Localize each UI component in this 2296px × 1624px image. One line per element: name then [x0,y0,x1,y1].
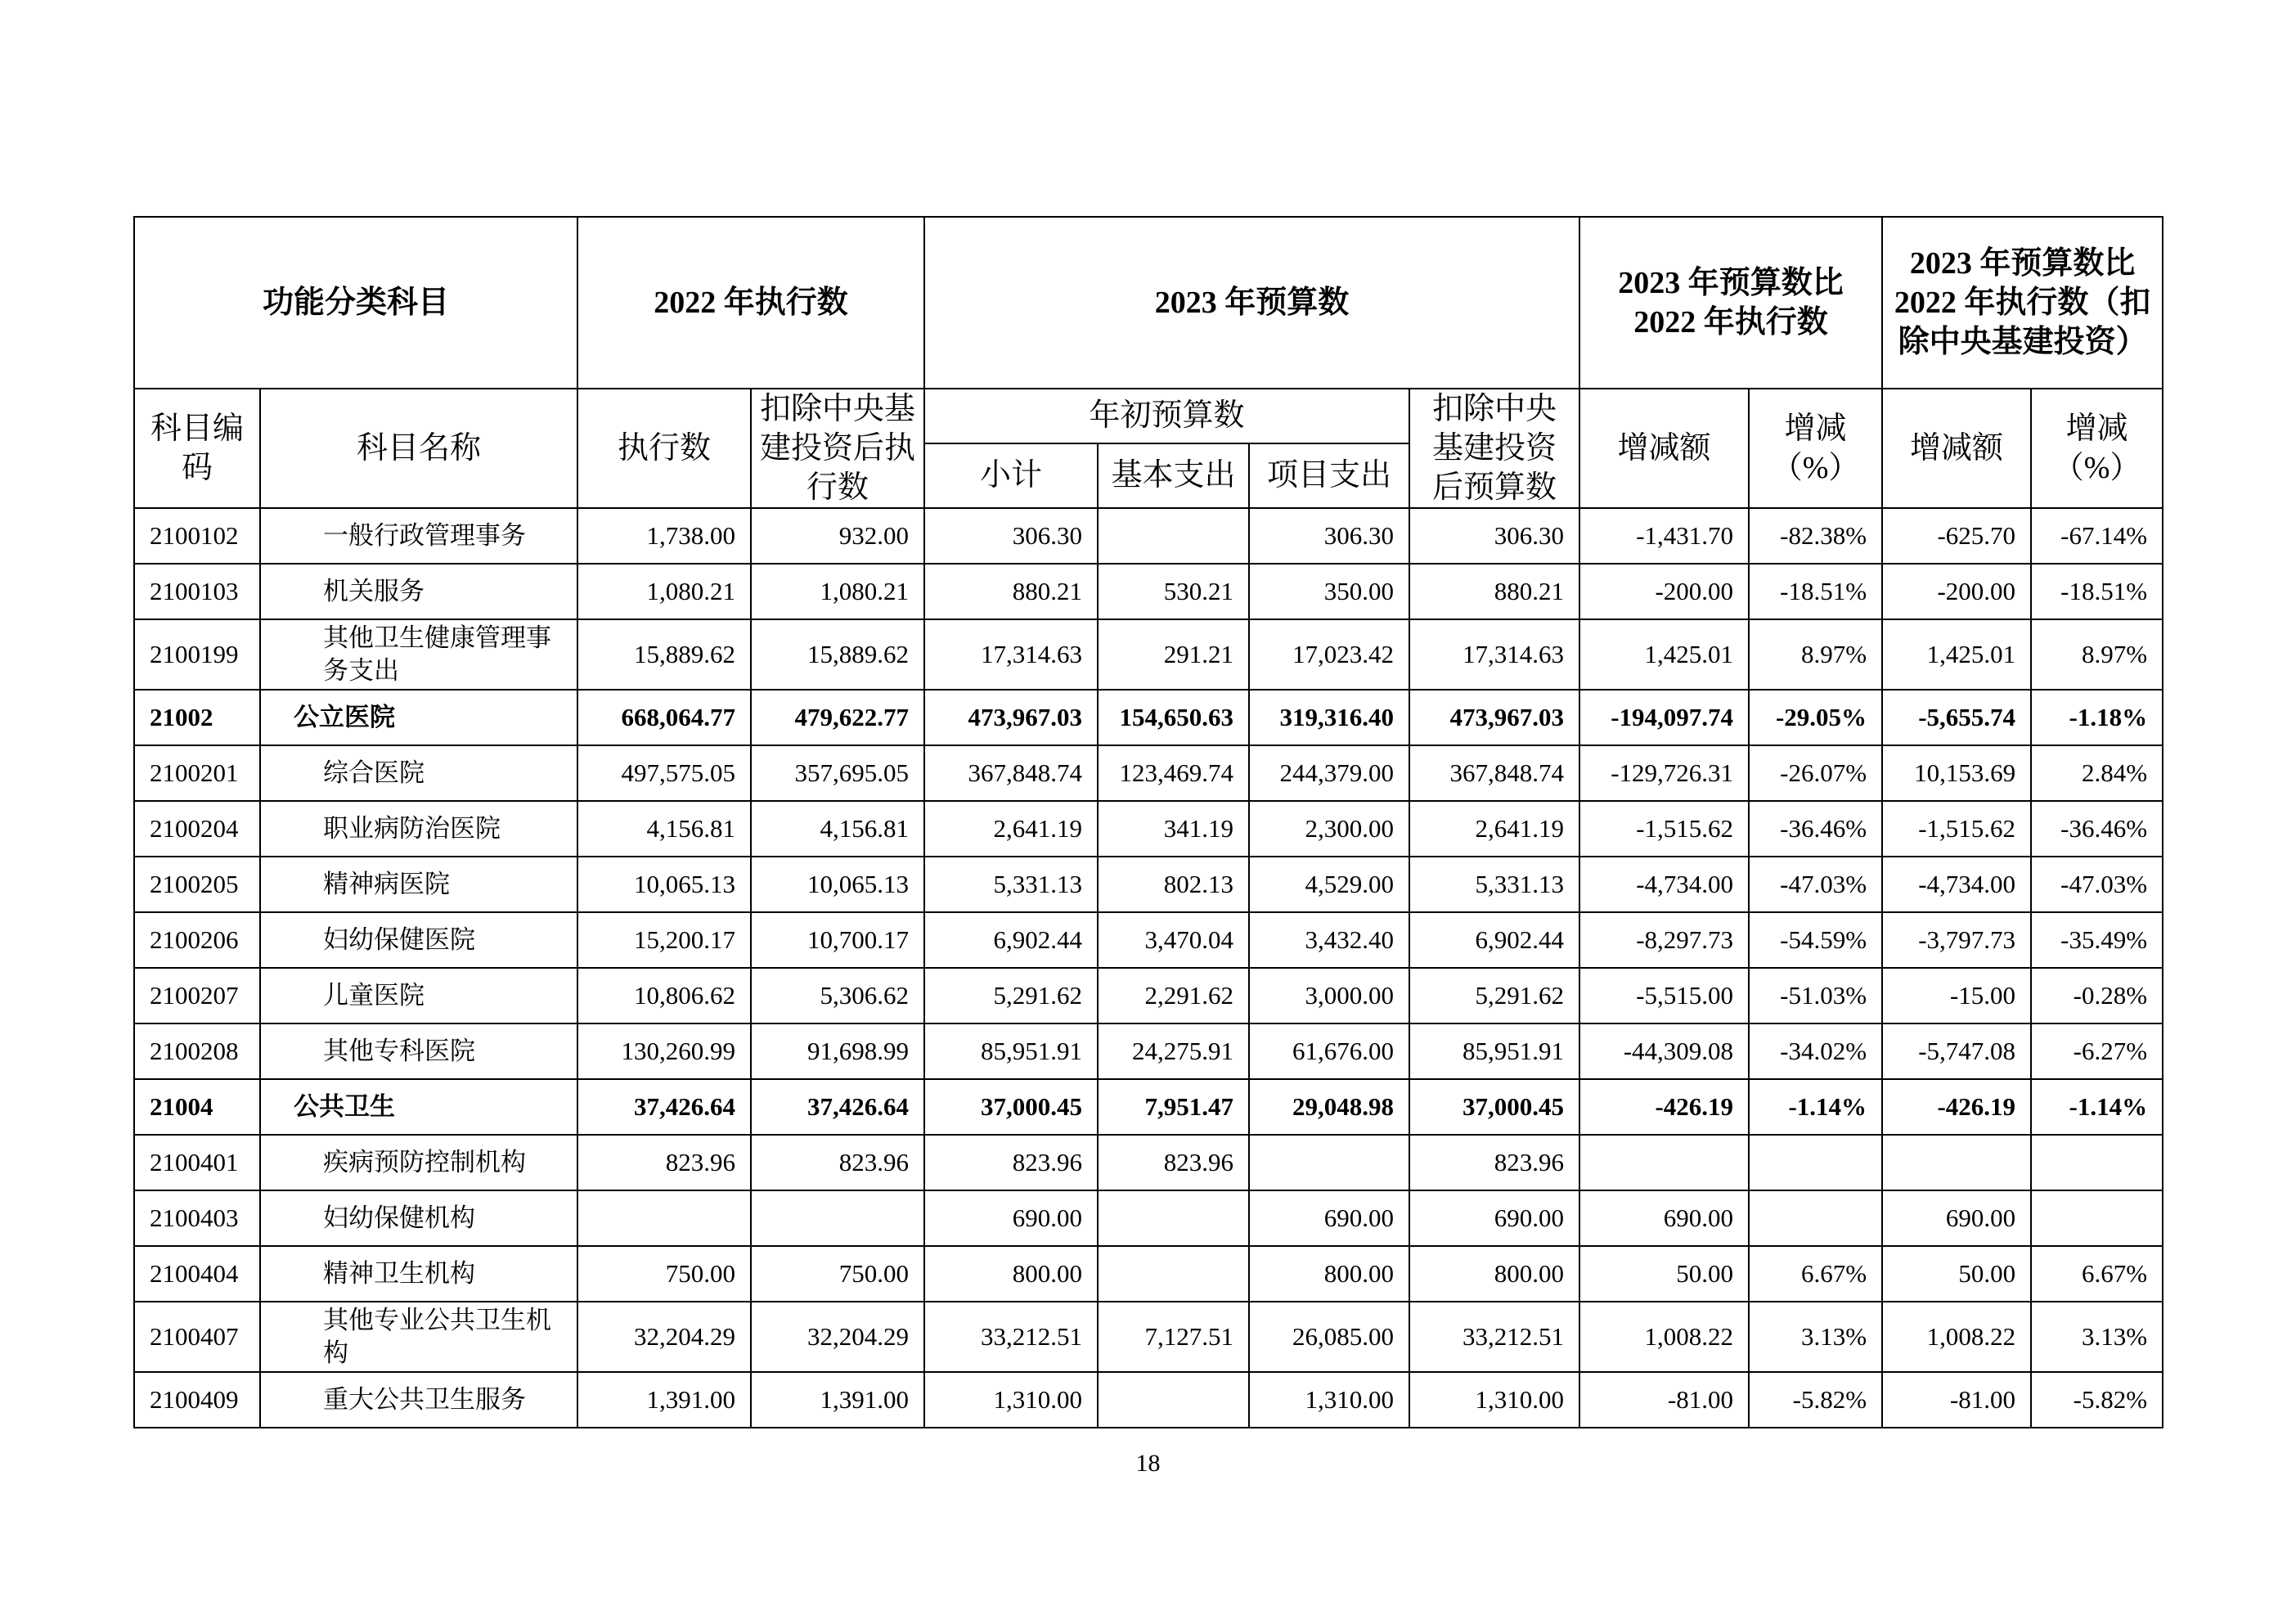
row-value: -67.14% [2031,508,2163,564]
row-value: 6,902.44 [1409,912,1579,968]
row-value: 530.21 [1098,564,1249,619]
row-value: 750.00 [751,1246,924,1302]
header-change-pct-2: 增减（%） [2031,389,2163,508]
row-value: 10,153.69 [1882,745,2031,801]
row-value: 367,848.74 [924,745,1098,801]
header-category: 功能分类科目 [134,217,577,389]
header-exec-2022: 2022 年执行数 [577,217,924,389]
row-value: 291.21 [1098,619,1249,690]
table-row [134,690,2163,745]
row-value: 4,156.81 [751,801,924,857]
row-code: 2100403 [134,1190,260,1246]
row-value: -625.70 [1882,508,2031,564]
table-row [134,857,2163,912]
row-value: 8.97% [1749,619,1882,690]
row-value: -1,515.62 [1579,801,1749,857]
row-name: 妇幼保健机构 [260,1190,577,1246]
row-value: 668,064.77 [577,690,751,745]
row-code: 2100103 [134,564,260,619]
row-value: 29,048.98 [1249,1079,1409,1135]
row-value: 473,967.03 [1409,690,1579,745]
row-value [1749,1135,1882,1190]
row-value: 61,676.00 [1249,1023,1409,1079]
row-value: -5.82% [1749,1372,1882,1428]
row-value: 26,085.00 [1249,1302,1409,1372]
row-value: 932.00 [751,508,924,564]
row-value: -44,309.08 [1579,1023,1749,1079]
header-budget-2023: 2023 年预算数 [924,217,1579,389]
row-value: -0.28% [2031,968,2163,1023]
row-name: 机关服务 [260,564,577,619]
row-value: 823.96 [1409,1135,1579,1190]
row-code: 21002 [134,690,260,745]
row-value: 800.00 [1249,1246,1409,1302]
row-value: -1.14% [2031,1079,2163,1135]
header-code: 科目编码 [134,389,260,508]
row-name: 精神卫生机构 [260,1246,577,1302]
row-value: 5,291.62 [1409,968,1579,1023]
row-value: 10,065.13 [751,857,924,912]
row-name: 公共卫生 [260,1079,577,1135]
row-value: 880.21 [1409,564,1579,619]
row-value: 85,951.91 [924,1023,1098,1079]
table-row [134,745,2163,801]
row-value: -426.19 [1882,1079,2031,1135]
row-value: 1,425.01 [1882,619,2031,690]
row-value: 1,080.21 [577,564,751,619]
row-value: 3.13% [2031,1302,2163,1372]
row-value: 4,156.81 [577,801,751,857]
row-value: 350.00 [1249,564,1409,619]
row-value: -29.05% [1749,690,1882,745]
row-value: 154,650.63 [1098,690,1249,745]
header-change-amount-2: 增减额 [1882,389,2031,508]
row-value: 319,316.40 [1249,690,1409,745]
row-value: -34.02% [1749,1023,1882,1079]
row-code: 2100199 [134,619,260,690]
row-value: 473,967.03 [924,690,1098,745]
row-value: 5,331.13 [1409,857,1579,912]
page-number: 18 [1135,1450,1161,1477]
row-value: -36.46% [2031,801,2163,857]
header-project: 项目支出 [1249,443,1409,508]
row-value: 823.96 [1098,1135,1249,1190]
row-value: 17,314.63 [924,619,1098,690]
header-exec-excluding: 扣除中央基建投资后执行数 [751,389,924,508]
row-value: -18.51% [2031,564,2163,619]
row-value: 1,310.00 [1249,1372,1409,1428]
row-code: 2100102 [134,508,260,564]
row-value: 3,470.04 [1098,912,1249,968]
row-value [2031,1135,2163,1190]
row-value: 306.30 [1249,508,1409,564]
row-value: -81.00 [1579,1372,1749,1428]
row-name: 妇幼保健医院 [260,912,577,968]
row-value: 7,951.47 [1098,1079,1249,1135]
row-value: 1,425.01 [1579,619,1749,690]
table-row [134,564,2163,619]
row-code: 2100206 [134,912,260,968]
row-value: -1,515.62 [1882,801,2031,857]
row-value: -200.00 [1882,564,2031,619]
row-value: 1,008.22 [1882,1302,2031,1372]
row-value: 341.19 [1098,801,1249,857]
row-value: -5,747.08 [1882,1023,2031,1079]
table-row [134,1135,2163,1190]
header-change-amount: 增减额 [1579,389,1749,508]
row-name: 职业病防治医院 [260,801,577,857]
row-value: 306.30 [1409,508,1579,564]
table-row [134,968,2163,1023]
header-compare: 2023 年预算数比 2022 年执行数 [1579,217,1882,389]
table-row [134,619,2163,690]
table-row [134,912,2163,968]
row-value: 3,000.00 [1249,968,1409,1023]
row-value: 37,426.64 [577,1079,751,1135]
row-value: 32,204.29 [577,1302,751,1372]
row-code: 2100404 [134,1246,260,1302]
row-value: 91,698.99 [751,1023,924,1079]
row-name: 综合医院 [260,745,577,801]
row-value: 37,000.45 [1409,1079,1579,1135]
row-value: 17,023.42 [1249,619,1409,690]
row-value: 5,291.62 [924,968,1098,1023]
header-row-2 [134,389,2163,443]
row-value: -1.14% [1749,1079,1882,1135]
row-value: 690.00 [1409,1190,1579,1246]
row-value: 1,738.00 [577,508,751,564]
row-code: 2100205 [134,857,260,912]
row-value: -81.00 [1882,1372,2031,1428]
row-value: -426.19 [1579,1079,1749,1135]
row-value: 3,432.40 [1249,912,1409,968]
header-exec: 执行数 [577,389,751,508]
row-name: 其他卫生健康管理事务支出 [260,619,577,690]
header-budget-excluding: 扣除中央基建投资后预算数 [1409,389,1579,508]
row-value: 50.00 [1579,1246,1749,1302]
row-value: 10,806.62 [577,968,751,1023]
header-change-pct: 增减（%） [1749,389,1882,508]
row-value: 5,306.62 [751,968,924,1023]
row-name: 其他专业公共卫生机构 [260,1302,577,1372]
row-value [751,1190,924,1246]
row-value: -4,734.00 [1882,857,2031,912]
row-value: 2.84% [2031,745,2163,801]
row-value: 15,200.17 [577,912,751,968]
row-value: 15,889.62 [751,619,924,690]
row-name: 公立医院 [260,690,577,745]
row-value [1098,508,1249,564]
table-row [134,1190,2163,1246]
row-value: 823.96 [924,1135,1098,1190]
row-value [1579,1135,1749,1190]
row-value: 2,300.00 [1249,801,1409,857]
row-value: 357,695.05 [751,745,924,801]
row-value: -129,726.31 [1579,745,1749,801]
row-value: 800.00 [1409,1246,1579,1302]
row-value: 37,426.64 [751,1079,924,1135]
row-value: 1,310.00 [1409,1372,1579,1428]
row-value: 690.00 [1249,1190,1409,1246]
row-code: 2100201 [134,745,260,801]
row-value [1098,1372,1249,1428]
row-code: 2100407 [134,1302,260,1372]
row-value: 24,275.91 [1098,1023,1249,1079]
header-name: 科目名称 [260,389,577,508]
row-name: 精神病医院 [260,857,577,912]
row-value: 123,469.74 [1098,745,1249,801]
table-row [134,508,2163,564]
row-value: 497,575.05 [577,745,751,801]
row-code: 2100401 [134,1135,260,1190]
row-value: 690.00 [924,1190,1098,1246]
row-value: 4,529.00 [1249,857,1409,912]
row-value: -36.46% [1749,801,1882,857]
row-value: 479,622.77 [751,690,924,745]
row-value [1882,1135,2031,1190]
row-value [577,1190,751,1246]
row-value: 7,127.51 [1098,1302,1249,1372]
row-value: 750.00 [577,1246,751,1302]
header-compare-excluding: 2023 年预算数比 2022 年执行数（扣除中央基建投资） [1882,217,2163,389]
row-value: -1.18% [2031,690,2163,745]
header-subtotal: 小计 [924,443,1098,508]
row-value: -51.03% [1749,968,1882,1023]
row-value: 306.30 [924,508,1098,564]
row-value: 5,331.13 [924,857,1098,912]
row-value [1098,1190,1249,1246]
row-value: -3,797.73 [1882,912,2031,968]
row-value: -6.27% [2031,1023,2163,1079]
row-value [1749,1190,1882,1246]
row-value: 10,065.13 [577,857,751,912]
row-value: -18.51% [1749,564,1882,619]
row-code: 21004 [134,1079,260,1135]
table-row [134,1246,2163,1302]
row-value: 244,379.00 [1249,745,1409,801]
row-value: 130,260.99 [577,1023,751,1079]
row-value: 823.96 [751,1135,924,1190]
row-value: -54.59% [1749,912,1882,968]
row-value: 2,641.19 [1409,801,1579,857]
row-name: 重大公共卫生服务 [260,1372,577,1428]
row-name: 一般行政管理事务 [260,508,577,564]
row-value: 3.13% [1749,1302,1882,1372]
row-value: -200.00 [1579,564,1749,619]
row-value: 6,902.44 [924,912,1098,968]
table-row [134,1023,2163,1079]
row-name: 疾病预防控制机构 [260,1135,577,1190]
row-value: 1,391.00 [577,1372,751,1428]
row-value: 800.00 [924,1246,1098,1302]
row-value: 33,212.51 [1409,1302,1579,1372]
row-value: 17,314.63 [1409,619,1579,690]
budget-table [133,216,2163,1428]
row-value: 50.00 [1882,1246,2031,1302]
row-value: 1,008.22 [1579,1302,1749,1372]
row-value: 690.00 [1579,1190,1749,1246]
row-value: 823.96 [577,1135,751,1190]
row-code: 2100207 [134,968,260,1023]
row-value: -4,734.00 [1579,857,1749,912]
row-value: 6.67% [1749,1246,1882,1302]
row-code: 2100204 [134,801,260,857]
row-value: 85,951.91 [1409,1023,1579,1079]
row-value: 33,212.51 [924,1302,1098,1372]
row-value: 15,889.62 [577,619,751,690]
row-value: 2,641.19 [924,801,1098,857]
row-value: -82.38% [1749,508,1882,564]
row-value: -5,515.00 [1579,968,1749,1023]
row-value: 1,391.00 [751,1372,924,1428]
row-value: 2,291.62 [1098,968,1249,1023]
row-value: -1,431.70 [1579,508,1749,564]
table-row [134,1079,2163,1135]
row-value: 6.67% [2031,1246,2163,1302]
header-basic: 基本支出 [1098,443,1249,508]
row-value: -47.03% [2031,857,2163,912]
row-value: -35.49% [2031,912,2163,968]
row-value: -5,655.74 [1882,690,2031,745]
row-name: 儿童医院 [260,968,577,1023]
row-value: 1,080.21 [751,564,924,619]
row-value: -15.00 [1882,968,2031,1023]
row-value [1249,1135,1409,1190]
row-value: -47.03% [1749,857,1882,912]
row-value: 8.97% [2031,619,2163,690]
row-value [2031,1190,2163,1246]
row-value: -5.82% [2031,1372,2163,1428]
row-value: 367,848.74 [1409,745,1579,801]
row-value: 37,000.45 [924,1079,1098,1135]
row-value [1098,1246,1249,1302]
row-value: 10,700.17 [751,912,924,968]
row-value: 802.13 [1098,857,1249,912]
row-value: 1,310.00 [924,1372,1098,1428]
row-value: 880.21 [924,564,1098,619]
row-value: 32,204.29 [751,1302,924,1372]
row-name: 其他专科医院 [260,1023,577,1079]
header-initial-budget: 年初预算数 [924,389,1409,443]
table-row [134,1302,2163,1372]
header-row-1 [134,217,2163,389]
table-row [134,801,2163,857]
row-value: -26.07% [1749,745,1882,801]
row-value: 690.00 [1882,1190,2031,1246]
row-code: 2100409 [134,1372,260,1428]
table-row [134,1372,2163,1428]
row-value: -194,097.74 [1579,690,1749,745]
row-value: -8,297.73 [1579,912,1749,968]
row-code: 2100208 [134,1023,260,1079]
